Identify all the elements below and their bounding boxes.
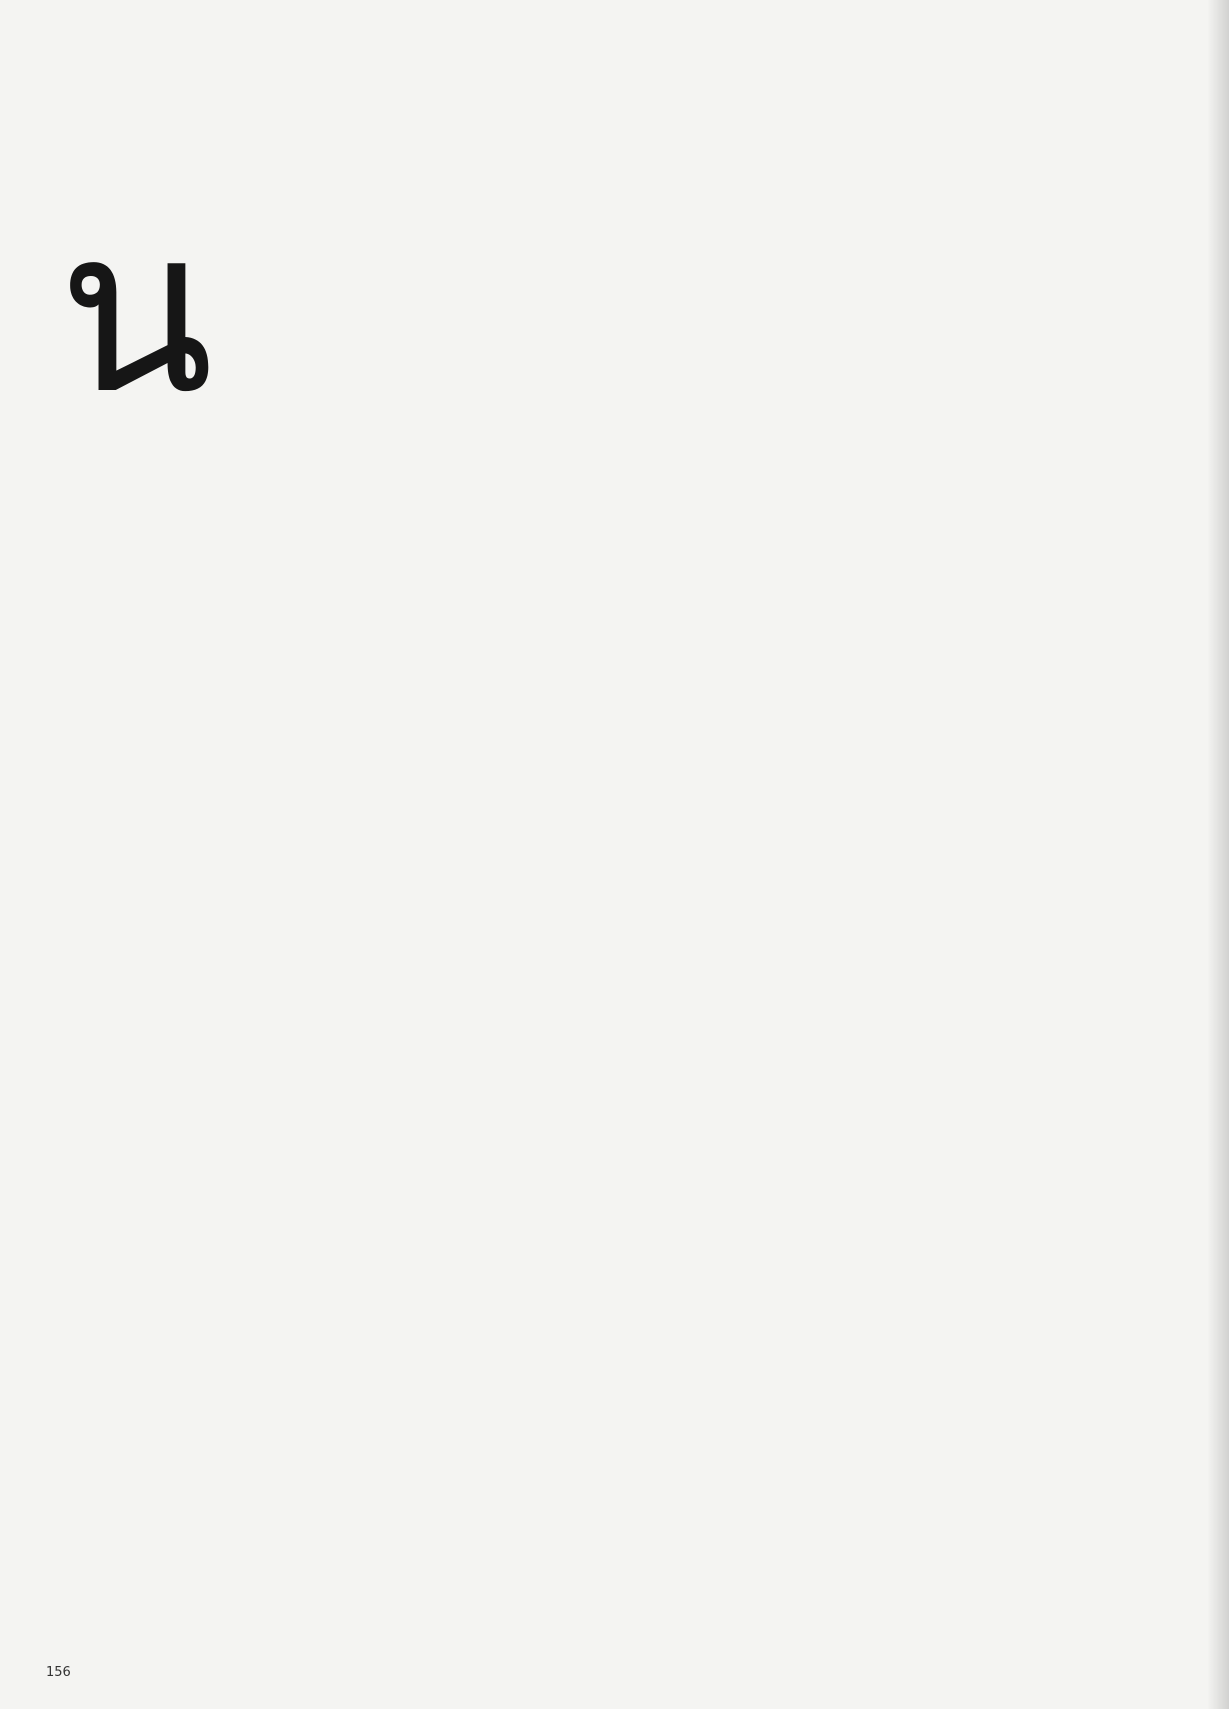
article-column-1 [58,178,398,1648]
article-column-2 [418,205,754,1635]
page-gutter-shadow [1207,0,1229,1709]
drop-cap: น [58,178,214,444]
article-column-3 [772,205,1134,1635]
page-number: 156 [46,1665,71,1680]
